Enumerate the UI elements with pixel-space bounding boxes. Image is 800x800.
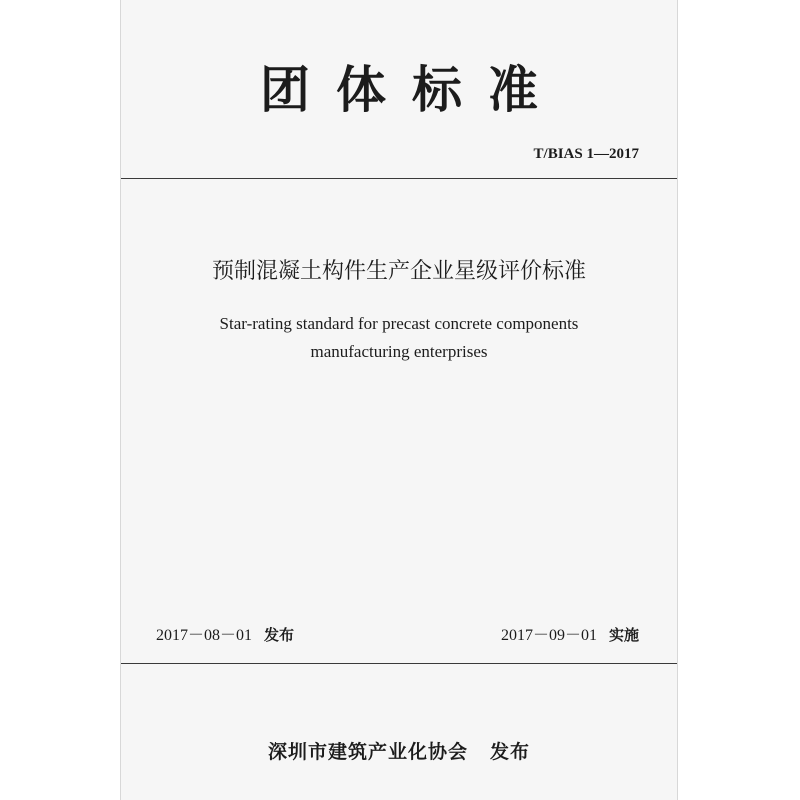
issue-date-row: [156, 624, 294, 647]
publisher-line: [121, 737, 677, 767]
issue-date: 2017－08－01: [156, 627, 253, 644]
standard-number: T/BIAS 1—2017: [533, 146, 639, 162]
top-divider: [121, 178, 677, 179]
title-english-line-1: Star-rating standard for precast concrete components: [219, 314, 579, 333]
bottom-divider: [121, 663, 677, 664]
issue-label: 发布: [264, 626, 295, 644]
standard-category: 团体标准: [260, 61, 564, 119]
effective-date-row: [501, 624, 639, 647]
publisher-label: 发布: [490, 741, 531, 763]
title-chinese: 预制混凝土构件生产企业星级评价标准: [211, 259, 586, 284]
standard-cover: [120, 0, 678, 800]
effective-label: 实施: [608, 626, 639, 644]
publisher-name: 深圳市建筑产业化协会: [267, 741, 468, 763]
effective-date: 2017－09－01: [500, 627, 597, 644]
title-english: [121, 310, 677, 366]
title-english-line-2: manufacturing enterprises: [310, 342, 488, 361]
